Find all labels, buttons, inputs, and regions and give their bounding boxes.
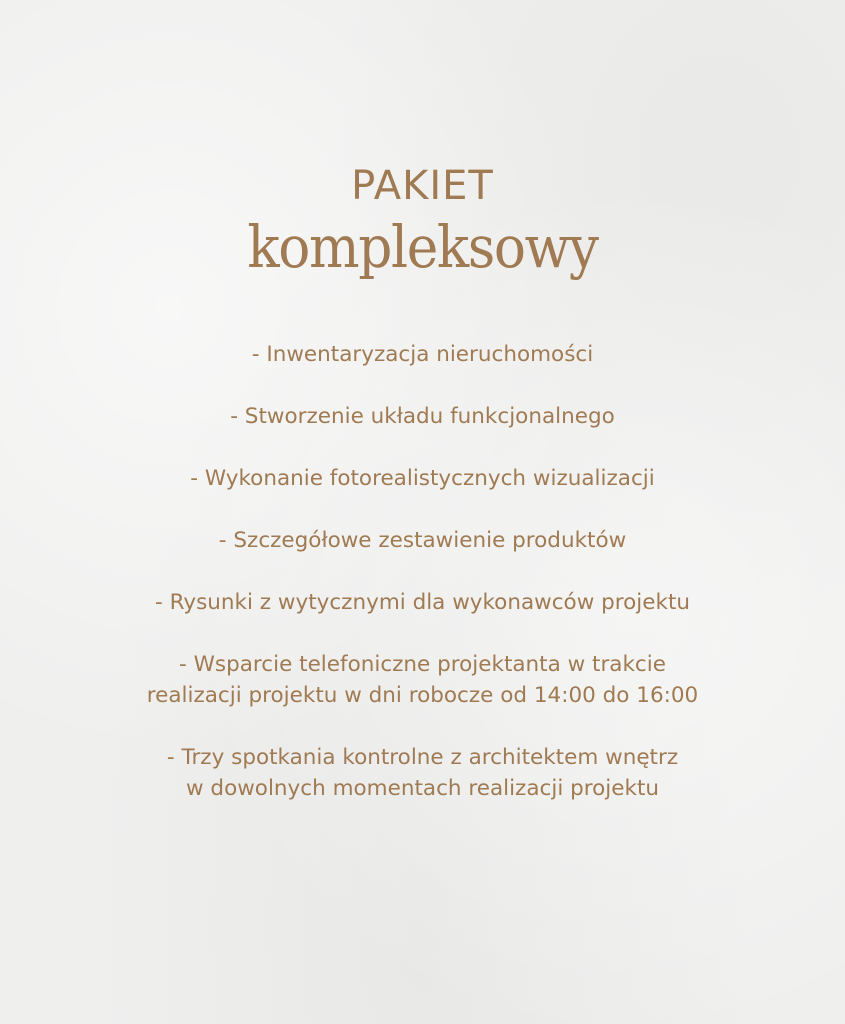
feature-line: - Wykonanie fotorealistycznych wizualizacji — [190, 466, 655, 491]
feature-line: w dowolnych momentach realizacji projektu — [186, 776, 659, 801]
feature-line: realizacji projektu w dni robocze od 14:00 do 16:00 — [146, 683, 699, 708]
feature-line: - Trzy spotkania kontrolne z architektem wnętrz — [166, 745, 679, 770]
feature-item-meetings — [0, 742, 845, 804]
feature-line: - Inwentaryzacja nieruchomości — [251, 342, 594, 367]
package-eyebrow: PAKIET — [351, 163, 494, 209]
feature-item-drawings — [0, 587, 845, 618]
feature-item-phone-support — [0, 649, 845, 711]
feature-item-layout — [0, 401, 845, 432]
package-title: kompleksowy — [247, 213, 598, 281]
feature-line: - Szczegółowe zestawienie produktów — [218, 528, 627, 553]
feature-line: - Rysunki z wytycznymi dla wykonawców projektu — [154, 590, 690, 615]
feature-line: - Stworzenie układu funkcjonalnego — [230, 404, 615, 429]
feature-line: - Wsparcie telefoniczne projektanta w trakcie — [179, 652, 666, 677]
feature-item-product-list — [0, 525, 845, 556]
feature-item-inventory — [0, 339, 845, 370]
feature-list — [0, 339, 845, 835]
feature-item-visualizations — [0, 463, 845, 494]
